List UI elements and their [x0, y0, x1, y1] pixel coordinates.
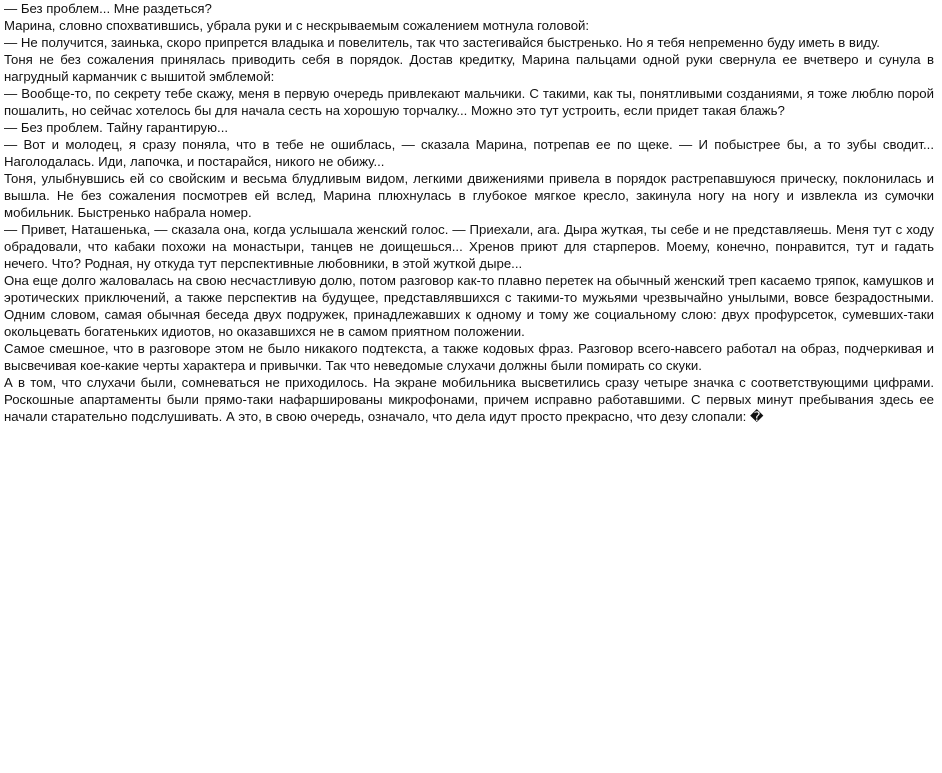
paragraph: — Без проблем. Тайну гарантирую...: [4, 120, 229, 135]
paragraph: Самое смешное, что в разговоре этом не было никакого подтекста, а также кодовых фраз. Разговор всего-навсего работал на образ, подчеркивая и высвечивая кое-какие черты характера и привычки. Так что неведомые слухачи должны были помирать со скуки.: [4, 341, 934, 373]
document-body: [4, 0, 934, 425]
paragraph: Тоня, улыбнувшись ей со свойским и весьма блудливым видом, легкими движениями привела в порядок растрепавшуюся прическу, поклонилась и вышла. Не без сожаления посмотрев ей вслед, Марина плюхнулась в глубокое мягкое кресло, закинула ногу на ногу и извлекла из сумочки мобильник. Быстренько набрала номер.: [4, 171, 934, 220]
paragraph: Марина, словно спохватившись, убрала руки и с нескрываемым сожалением мотнула головой:: [4, 18, 590, 33]
paragraph: Тоня не без сожаления принялась приводить себя в порядок. Достав кредитку, Марина пальцами одной руки свернула ее вчетверо и сунула в нагрудный карманчик с вышитой эмблемой:: [4, 52, 934, 84]
paragraph: — Вообще-то, по секрету тебе скажу, меня в первую очередь привлекают мальчики. С такими, как ты, понятливыми созданиями, я тоже люблю порой пошалить, но сейчас хотелось бы для начала сесть на хорошую торчалку... Можно это тут устроить, если придет такая блажь?: [4, 86, 934, 118]
paragraph: — Без проблем... Мне раздеться?: [4, 1, 212, 16]
paragraph: — Не получится, заинька, скоро припрется владыка и повелитель, так что застегивайся быстренько. Но я тебя непременно буду иметь в виду.: [4, 35, 880, 50]
paragraph: А в том, что слухачи были, сомневаться не приходилось. На экране мобильника высветились сразу четыре значка с соответствующими цифрами. Роскошные апартаменты были прямо-таки нафаршированы микрофонами, причем исправно работавшими. С первых минут пребывания здесь ее начали старательно подслушивать. А это, в свою очередь, означало, что дела идут просто прекрасно, что дезу слопали: �: [4, 375, 934, 424]
paragraph: — Привет, Наташенька, — сказала она, когда услышала женский голос. — Приехали, ага. Дыра жуткая, ты себе и не представляешь. Меня тут с ходу обрадовали, что кабаки похожи на монастыри, танцев не доищешься... Хренов приют для старперов. Моему, конечно, понравится, тут и гадать нечего. Что? Родная, ну откуда тут перспективные любовники, в этой жуткой дыре...: [4, 222, 934, 271]
paragraph: Она еще долго жаловалась на свою несчастливую долю, потом разговор как-то плавно перетек на обычный женский треп касаемо тряпок, камушков и эротических приключений, а также перспектив на будущее, представлявшихся с такими-то мужьями чрезвычайно унылыми, вовсе безрадостными. Одним словом, самая обычная беседа двух подружек, принадлежавших к одному и тому же социальному слою: двух профурсеток, сумевших-таки окольцевать богатеньких идиотов, но оказавшихся не в самом приятном положении.: [4, 273, 934, 339]
paragraph: — Вот и молодец, я сразу поняла, что в тебе не ошиблась, — сказала Марина, потрепав ее по щеке. — И побыстрее бы, а то зубы сводит... Наголодалась. Иди, лапочка, и постарайся, никого не обижу...: [4, 137, 934, 169]
